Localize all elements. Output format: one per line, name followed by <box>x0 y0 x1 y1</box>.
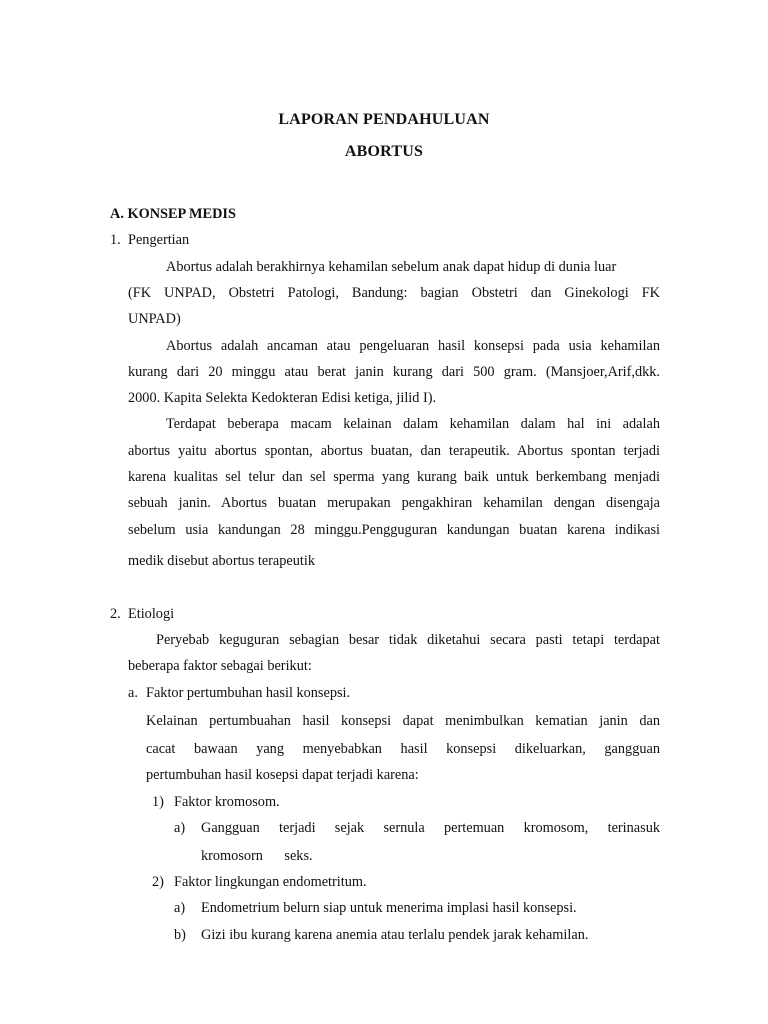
paragraph-line: Peryebab keguguran sebagian besar tidak diketahui secara pasti tetapi terdapat <box>156 632 660 648</box>
list-number: 1) <box>152 794 164 810</box>
paragraph-line: Gizi ibu kurang karena anemia atau terlalu pendek jarak kehamilan. <box>201 927 589 943</box>
paragraph-line: Terdapat beberapa macam kelainan dalam kehamilan dalam hal ini adalah <box>166 416 660 432</box>
paragraph-line: karena kualitas sel telur dan sel sperma yang kurang baik untuk berkembang menjadi <box>128 469 660 485</box>
paragraph-line: pertumbuhan hasil kosepsi dapat terjadi karena: <box>146 767 419 783</box>
paragraph-line: kromosorn seks. <box>201 848 313 864</box>
paragraph-line: Abortus adalah ancaman atau pengeluaran hasil konsepsi pada usia kehamilan <box>166 338 660 354</box>
paragraph-line: medik disebut abortus terapeutik <box>128 553 316 569</box>
list-label: Etiologi <box>128 606 175 622</box>
paragraph-line: UNPAD) <box>128 311 181 327</box>
paragraph-line: Kelainan pertumbuahan hasil konsepsi dapat menimbulkan kematian janin dan <box>146 713 660 729</box>
paragraph-line: (FK UNPAD, Obstetri Patologi, Bandung: bagian Obstetri dan Ginekologi FK <box>128 285 660 301</box>
list-number: a. <box>128 685 138 701</box>
list-number: a) <box>174 900 186 916</box>
list-number: 2. <box>110 606 121 622</box>
paragraph-line: Gangguan terjadi sejak sernula pertemuan kromosom, terinasuk <box>201 820 660 836</box>
paragraph-line: sebuah janin. Abortus buatan merupakan pengakhiran kehamilan dengan disengaja <box>128 495 660 511</box>
paragraph-line: cacat bawaan yang menyebabkan hasil konsepsi dikeluarkan, gangguan <box>146 741 660 757</box>
list-number: 2) <box>152 874 164 890</box>
list-label: Faktor lingkungan endometritum. <box>174 874 367 890</box>
section-heading: A. KONSEP MEDIS <box>110 206 236 222</box>
list-label: Pengertian <box>128 232 190 248</box>
paragraph-line: beberapa faktor sebagai berikut: <box>128 658 312 674</box>
paragraph-line: 2000. Kapita Selekta Kedokteran Edisi ketiga, jilid I). <box>128 390 437 406</box>
list-label: Faktor pertumbuhan hasil konsepsi. <box>146 685 351 701</box>
paragraph-line: Abortus adalah berakhirnya kehamilan sebelum anak dapat hidup di dunia luar <box>166 259 617 275</box>
list-number: a) <box>174 820 186 836</box>
document-subtitle: ABORTUS <box>344 143 424 160</box>
list-label: Faktor kromosom. <box>174 794 280 810</box>
list-number: 1. <box>110 232 121 248</box>
list-number: b) <box>174 927 186 943</box>
paragraph-line: abortus yaitu abortus spontan, abortus buatan, dan terapeutik. Abortus spontan terjadi <box>128 443 660 459</box>
paragraph-line: kurang dari 20 minggu atau berat janin kurang dari 500 gram. (Mansjoer,Arif,dkk. <box>128 364 660 380</box>
paragraph-line: sebelum usia kandungan 28 minggu.Pengguguran kandungan buatan karena indikasi <box>128 522 660 538</box>
paragraph-line: Endometrium belurn siap untuk menerima implasi hasil konsepsi. <box>201 900 577 916</box>
document-title: LAPORAN PENDAHULUAN <box>278 111 490 128</box>
